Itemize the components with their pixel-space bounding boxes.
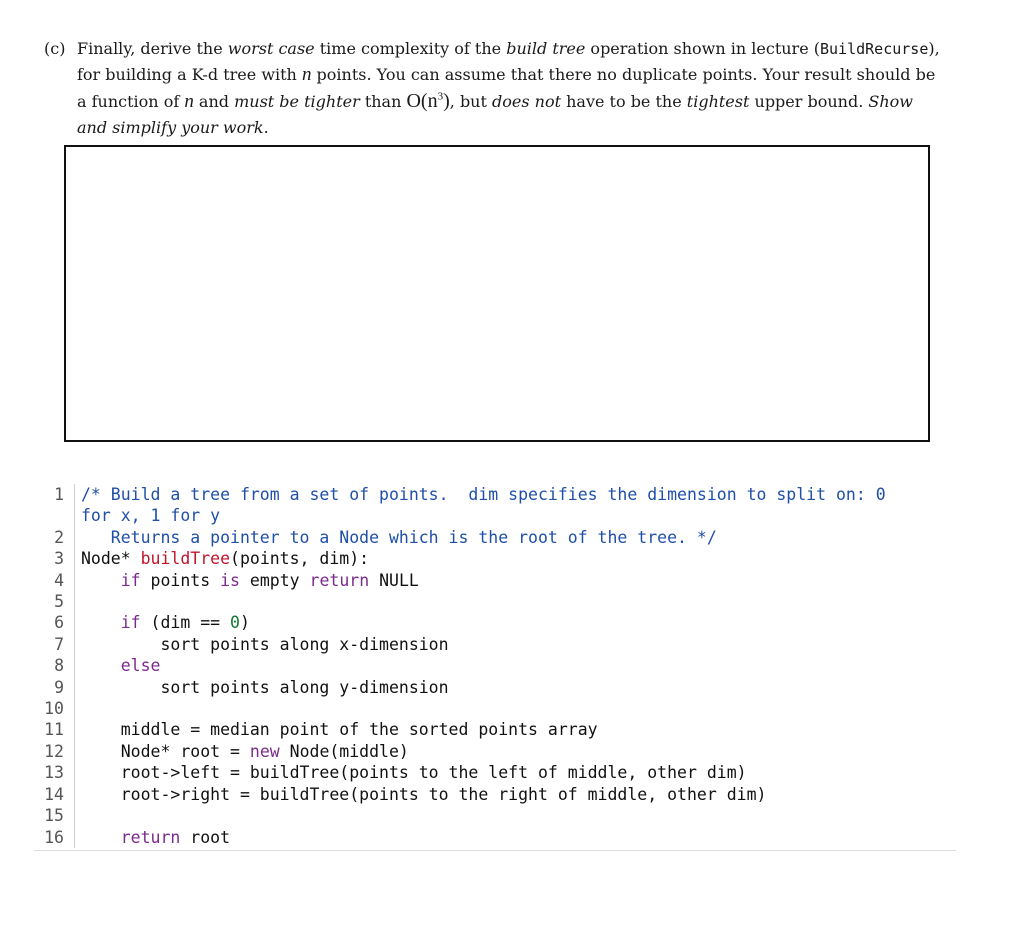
question-label: (c) — [44, 39, 66, 58]
code-line: 2 Returns a pointer to a Node which is the root of the tree. */ — [34, 527, 956, 548]
code-line: 10 — [34, 698, 956, 719]
code-line: 16 return root — [34, 827, 956, 848]
big-o-bound: $O(n^3)$ — [406, 90, 450, 112]
code-line: 15 — [34, 805, 956, 826]
code-line: for x, 1 for y — [34, 505, 956, 526]
code-line: 11 middle = median point of the sorted points array — [34, 719, 956, 740]
code-line: 12 Node* root = new Node(middle) — [34, 741, 956, 762]
code-line: 1 /* Build a tree from a set of points. dim specifies the dimension to split on: 0 — [34, 484, 956, 505]
code-line: 4 if points is empty return NULL — [34, 570, 956, 591]
code-line: 14 root->right = buildTree(points to the right of middle, other dim) — [34, 784, 956, 805]
code-line: 3 Node* buildTree(points, dim): — [34, 548, 956, 569]
code-line: 7 sort points along x-dimension — [34, 634, 956, 655]
code-line: 13 root->left = buildTree(points to the left of middle, other dim) — [34, 762, 956, 783]
code-line: 5 — [34, 591, 956, 612]
question-body: Finally, derive the worst case time complexity of the build tree operation shown in lecture (BuildRecurse), for building a K-d tree with n points. You can assume that there no duplicate points. Your result should be a function of n and must be tighter than $O(n^3)$, but does not have to be the tightest upper bound. Show and simplify your work. — [77, 39, 940, 137]
answer-box[interactable] — [64, 145, 930, 442]
function-name: BuildRecurse — [820, 40, 929, 58]
code-line: 9 sort points along y-dimension — [34, 677, 956, 698]
question-text — [44, 36, 944, 141]
code-listing — [34, 484, 956, 851]
code-line: 6 if (dim == 0) — [34, 612, 956, 633]
code-line: 8 else — [34, 655, 956, 676]
